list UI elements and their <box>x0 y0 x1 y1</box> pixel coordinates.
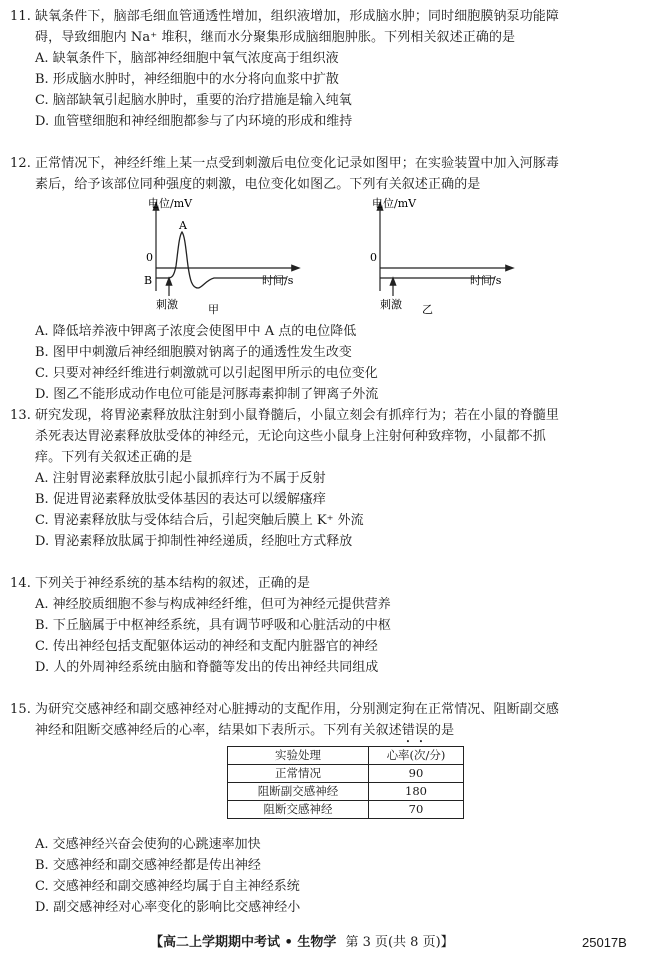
stimulus-label: 刺激 <box>380 298 402 311</box>
table-header-row <box>228 747 464 765</box>
option-d[interactable]: D. 副交感神经对心率变化的影响比交感神经小 <box>35 900 301 915</box>
point-b-label: B <box>144 274 153 287</box>
y-axis-label: 电位/mV <box>148 197 193 210</box>
figure-a-action-potential <box>136 196 306 316</box>
question-number: 13. <box>10 408 31 423</box>
option-b[interactable]: B. 促进胃泌素释放肽受体基因的表达可以缓解瘙痒 <box>35 492 326 507</box>
question-stem: 素后，给予该部位同种强度的刺激，电位变化如图乙。下列有关叙述正确的是 <box>35 177 481 192</box>
table-cell: 阻断副交感神经 <box>228 783 369 801</box>
exam-code: 25017B <box>582 935 627 950</box>
table-row <box>228 765 464 783</box>
emphasized-word: 错误 <box>401 723 429 738</box>
point-a-label: A <box>179 219 187 232</box>
question-number: 15. <box>10 702 31 717</box>
zero-label: 0 <box>370 251 377 264</box>
option-a[interactable]: A. 注射胃泌素释放肽引起小鼠抓痒行为不属于反射 <box>35 471 326 486</box>
option-c[interactable]: C. 只要对神经纤维进行刺激就可以引起图甲所示的电位变化 <box>35 366 378 381</box>
question-number: 11. <box>10 9 31 24</box>
question-stem: 缺氧条件下，脑部毛细血管通透性增加，组织液增加，形成脑水肿；同时细胞膜钠泵功能障 <box>35 9 560 24</box>
question-13 <box>10 405 640 552</box>
table-cell: 阻断交感神经 <box>228 801 369 819</box>
stimulus-label: 刺激 <box>156 298 178 311</box>
x-axis-label: 时间/s <box>470 274 502 287</box>
table-header-cell: 实验处理 <box>228 747 369 765</box>
experiment-table <box>227 746 464 819</box>
option-d[interactable]: D. 人的外周神经系统由脑和脊髓等发出的传出神经共同组成 <box>35 660 379 675</box>
question-stem: 神经和阻断交感神经后的心率，结果如下表所示。下列有关叙述错误的是 <box>35 723 455 738</box>
table-row <box>228 783 464 801</box>
table-cell: 正常情况 <box>228 765 369 783</box>
option-d[interactable]: D. 胃泌素释放肽属于抑制性神经递质，经胞吐方式释放 <box>35 534 353 549</box>
option-b[interactable]: B. 图甲中刺激后神经细胞膜对钠离子的通透性发生改变 <box>35 345 352 360</box>
question-stem: 碍，导致细胞内 Na⁺ 堆积，继而水分聚集形成脑细胞肿胀。下列相关叙述正确的是 <box>35 30 516 45</box>
option-d[interactable]: D. 血管壁细胞和神经细胞都参与了内环境的形成和维持 <box>35 114 353 129</box>
option-d[interactable]: D. 图乙不能形成动作电位可能是河豚毒素抑制了钾离子外流 <box>35 387 379 402</box>
question-12-options <box>10 321 640 405</box>
question-stem: 研究发现，将胃泌素释放肽注射到小鼠脊髓后，小鼠立刻会有抓痒行为；若在小鼠的脊髓里 <box>35 408 560 423</box>
question-15-options <box>10 834 640 918</box>
option-a[interactable]: A. 交感神经兴奋会使狗的心跳速率加快 <box>35 837 261 852</box>
option-a[interactable]: A. 缺氧条件下，脑部神经细胞中氧气浓度高于组织液 <box>35 51 339 66</box>
question-11 <box>10 6 640 132</box>
question-stem: 下列关于神经系统的基本结构的叙述，正确的是 <box>35 576 311 591</box>
table-row <box>228 801 464 819</box>
x-axis-label: 时间/s <box>262 274 294 287</box>
option-a[interactable]: A. 神经胶质细胞不参与构成神经纤维，但可为神经元提供营养 <box>35 597 391 612</box>
table-header-cell: 心率(次/分) <box>369 747 464 765</box>
option-c[interactable]: C. 交感神经和副交感神经均属于自主神经系统 <box>35 879 300 894</box>
question-number: 12. <box>10 156 31 171</box>
option-b[interactable]: B. 下丘脑属于中枢神经系统，具有调节呼吸和心脏活动的中枢 <box>35 618 391 633</box>
option-c[interactable]: C. 脑部缺氧引起脑水肿时，重要的治疗措施是输入纯氧 <box>35 93 352 108</box>
question-12 <box>10 153 640 195</box>
option-b[interactable]: B. 形成脑水肿时，神经细胞中的水分将向血浆中扩散 <box>35 72 339 87</box>
option-a[interactable]: A. 降低培养液中钾离子浓度会使图甲中 A 点的电位降低 <box>35 324 357 339</box>
question-stem: 为研究交感神经和副交感神经对心脏搏动的支配作用，分别测定狗在正常情况、阻断副交感 <box>35 702 560 717</box>
question-stem: 正常情况下，神经纤维上某一点受到刺激后电位变化记录如图甲；在实验装置中加入河豚毒 <box>35 156 560 171</box>
figure-caption: 甲 <box>208 303 219 316</box>
page-number: 第 3 页(共 8 页)】 <box>345 935 454 950</box>
option-c[interactable]: C. 传出神经包括支配躯体运动的神经和支配内脏器官的神经 <box>35 639 378 654</box>
question-14 <box>10 573 640 678</box>
option-c[interactable]: C. 胃泌素释放肽与受体结合后，引起突触后膜上 K⁺ 外流 <box>35 513 364 528</box>
question-stem: 杀死表达胃泌素释放肽受体的神经元，无论向这些小鼠身上注射何种致痒物，小鼠都不抓 <box>35 429 546 444</box>
question-number: 14. <box>10 576 31 591</box>
question-stem: 痒。下列有关叙述正确的是 <box>35 450 193 465</box>
figure-caption: 乙 <box>422 303 433 316</box>
zero-label: 0 <box>146 251 153 264</box>
figure-b-flat-potential <box>360 196 520 316</box>
y-axis-label: 电位/mV <box>372 197 417 210</box>
table-cell: 90 <box>369 765 464 783</box>
option-b[interactable]: B. 交感神经和副交感神经都是传出神经 <box>35 858 261 873</box>
table-cell: 180 <box>369 783 464 801</box>
table-cell: 70 <box>369 801 464 819</box>
question-15 <box>10 699 640 746</box>
footer-title: 【高二上学期期中考试 • 生物学 第 3 页(共 8 页)】 <box>150 935 454 950</box>
